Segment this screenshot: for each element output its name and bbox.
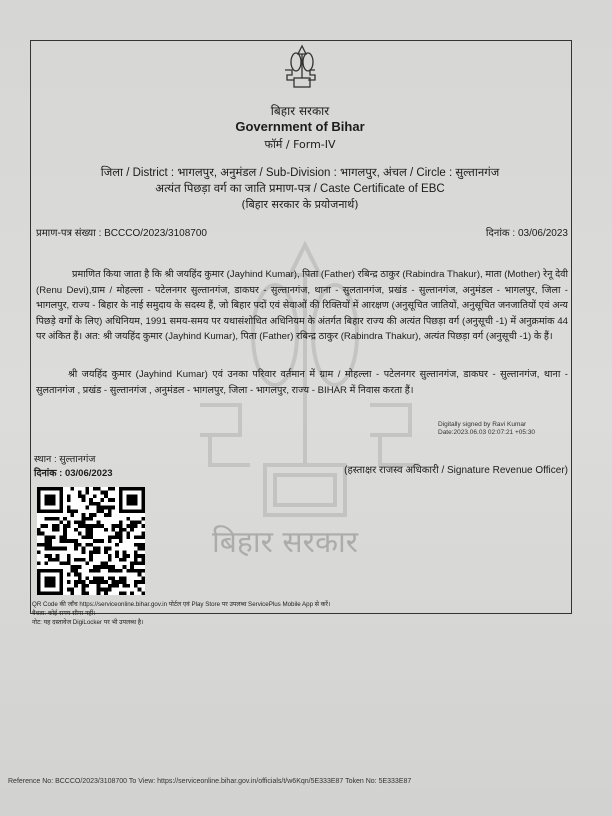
note-digilocker: नोट: यह दस्तावेज DigiLocker पर भी उपलब्ध है।: [32, 619, 144, 626]
form-number: फॉर्म / Form-IV: [264, 138, 336, 151]
signed-by: Digitally signed by Ravi Kumar: [438, 421, 527, 428]
govt-name: Government of Bihar: [235, 119, 365, 134]
govt-hindi: बिहार सरकार: [270, 104, 330, 118]
reference-footer: Reference No: BCCCO/2023/3108700 To View: https://serviceonline.bihar.gov.in/officials/t/w6Kqn/5E333E87 Token No: 5E333E87: [8, 778, 412, 785]
certificate-body-para-1: प्रमाणित किया जाता है कि श्री जयहिंद कुमार (Jayhind Kumar), पिता (Father) रबिन्द्र ठाकुर (Rabindra Thakur), माता (Mother) रेनू देवी (Renu Devi),ग्राम / मोहल्ला - पटेलनगर सुल्तानगंज, डाकघर - सुल्तानगंज, थाना - सुलतानगंज, प्रखंड - सुल्तानगंज, अनुमंडल - भागलपुर, जिला - भागलपुर, राज्य - बिहार के नाई समुदाय के सदस्य हैं, जो बिहार पदों एवं सेवाओं की रिक्तियों में आरक्षण (अनुसूचित जातियों, अनुसूचित जनजातियों एवं अन्य पिछड़े वर्गों के लिए) अधिनियम, 1991 समय-समय पर यथासंशोधित अधिनियम के अंतर्गत बिहार राज्य की अत्यंत पिछड़ा वर्ग (अनुसूची -1) में अनुक्रमांक 44 पर अंकित हैं। अत: श्री जयहिंद कुमार (Jayhind Kumar), पिता (Father) रबिन्द्र ठाकुर (Rabindra Thakur), अत्यंत पिछड़ा वर्ग (अनुसूची -1) के हैं।: [36, 269, 568, 342]
watermark-text: बिहार सरकार: [212, 525, 359, 560]
certificate-body-para-2: श्री जयहिंद कुमार (Jayhind Kumar) एवं उनका परिवार वर्तमान में ग्राम / मोहल्ला - पटेलनगर सुल्तानगंज, डाकघर - सुल्तानगंज, थाना - सुलतानगंज , प्रखंड - सुल्तानगंज , अनुमंडल - भागलपुर, जिला - भागलपुर, राज्य - BIHAR में निवास करता हैं।: [36, 369, 568, 396]
signed-date: Date:2023.06.03 02:07:21 +05:30: [438, 429, 536, 436]
signature-officer: (हस्ताक्षर राजस्व अधिकारी / Signature Revenue Officer): [344, 465, 568, 476]
note-qr: QR Code की जाँच https://serviceonline.bihar.gov.in पोर्टल एवं Play Store पर उपलब्ध ServicePlus Mobile App से करें।: [32, 601, 331, 608]
place: स्थान : सुल्तानगंज: [34, 454, 96, 465]
place-date-block: [34, 453, 113, 481]
certificate-purpose: (बिहार सरकार के प्रयोजनार्थ): [241, 198, 359, 211]
qr-code: [37, 487, 145, 595]
bihar-emblem-logo: [282, 44, 322, 90]
date-bottom: दिनांक : 03/06/2023: [34, 468, 113, 479]
note-validity: वैधता: कोई समय सीमा नहीं।: [32, 610, 96, 617]
notes: [32, 600, 330, 627]
certificate-number: प्रमाण-पत्र संख्या : BCCCO/2023/3108700: [36, 228, 207, 239]
district-line: जिला / District : भागलपुर, अनुमंडल / Sub-Division : भागलपुर, अंचल / Circle : सुल्तानगंज: [100, 167, 500, 179]
issue-date: दिनांक : 03/06/2023: [485, 228, 568, 239]
certificate-title: अत्यंत पिछड़ा वर्ग का जाति प्रमाण-पत्र / Caste Certificate of EBC: [155, 183, 445, 195]
digital-signature: [438, 421, 535, 437]
